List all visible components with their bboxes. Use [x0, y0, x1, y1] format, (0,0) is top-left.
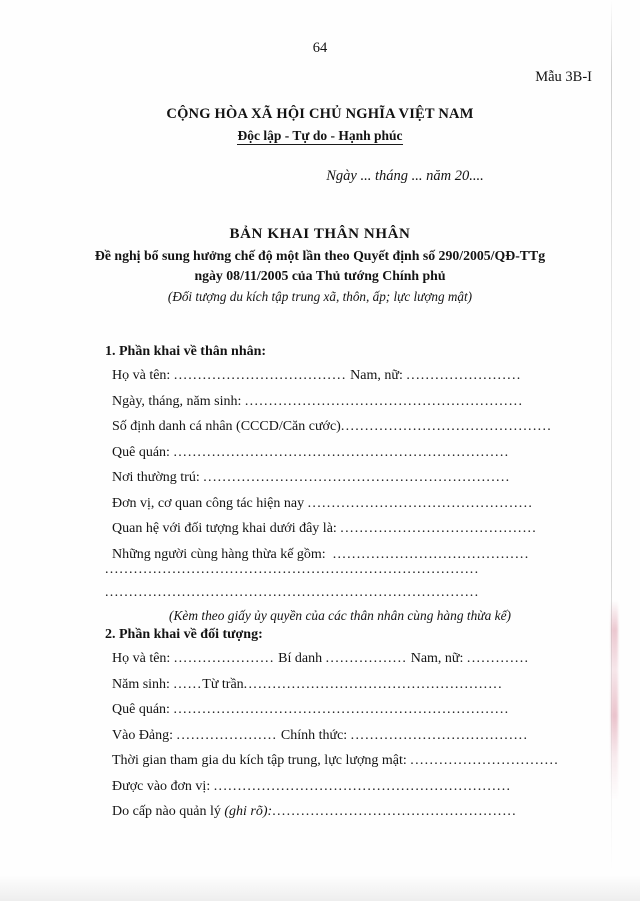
date-line: Ngày ... tháng ... năm 20....: [326, 168, 484, 184]
field-input-dots[interactable]: ......................................................................: [173, 702, 510, 717]
field-input-dots[interactable]: ......................................................................: [173, 444, 510, 460]
field-label: Được vào đơn vị:: [112, 778, 214, 794]
continuation-dotted-line[interactable]: ..............................................................................: [105, 562, 480, 577]
form-field-row[interactable]: [112, 779, 590, 795]
field-input-dots[interactable]: ...................................................: [272, 804, 517, 819]
field-input-dots[interactable]: ......: [173, 676, 203, 692]
field-label-secondary: Bí danh: [274, 651, 326, 666]
field-label: Quan hệ với đối tượng khai dưới đây là:: [112, 521, 341, 536]
form-field-row[interactable]: [112, 394, 590, 410]
field-label: Quê quán:: [112, 444, 174, 460]
field-input-dots[interactable]: ....................................: [173, 368, 347, 383]
page-number: 64: [312, 40, 328, 56]
field-label: Họ và tên:: [112, 368, 174, 383]
field-label: Những người cùng hàng thừa kế gồm:: [112, 546, 333, 562]
field-label: Số định danh cá nhân (CCCD/Căn cước): [112, 419, 341, 434]
form-field-row[interactable]: [112, 547, 590, 563]
form-field-row[interactable]: [112, 728, 590, 744]
field-input-dots[interactable]: ..........................................................: [244, 393, 524, 409]
field-label-secondary: Từ trần: [202, 676, 244, 692]
field-label: Năm sinh:: [112, 676, 174, 692]
field-label: Họ và tên:: [112, 651, 174, 666]
field-input-dots[interactable]: ................................................................: [203, 470, 511, 485]
section-1-heading: 1. Phần khai về thân nhân:: [105, 344, 267, 359]
scan-artifact-bottom-shadow: [0, 875, 640, 901]
form-field-row[interactable]: [112, 445, 590, 461]
field-label: Do cấp nào quản lý: [112, 804, 225, 819]
field-input-dots[interactable]: ...............................................: [307, 495, 534, 511]
field-label: Đơn vị, cơ quan công tác hiện nay: [112, 495, 308, 511]
form-field-row[interactable]: [112, 702, 590, 718]
field-label: Vào Đảng:: [112, 727, 177, 743]
field-input-dots[interactable]: .........................................: [332, 546, 530, 562]
field-input-dots[interactable]: .................: [325, 651, 408, 666]
field-label-secondary: Chính thức:: [277, 727, 351, 743]
field-input-dots[interactable]: ......................................................: [243, 676, 503, 692]
field-input-dots[interactable]: .....................: [173, 651, 275, 666]
field-label-tertiary: Nam, nữ:: [407, 651, 467, 666]
form-field-row[interactable]: [112, 521, 590, 537]
document-title: BẢN KHAI THÂN NHÂN: [229, 226, 411, 242]
form-field-row[interactable]: [112, 496, 590, 512]
field-label-secondary: Nam, nữ:: [346, 368, 407, 383]
field-input-dots[interactable]: .....................................: [350, 727, 529, 743]
field-label: Quê quán:: [112, 702, 174, 717]
field-input-dots[interactable]: ...............................: [410, 753, 560, 768]
national-motto-text: Độc lập - Tự do - Hạnh phúc: [237, 128, 403, 143]
field-label-italic: (ghi rõ):: [224, 804, 273, 819]
field-input-dots[interactable]: .....................: [176, 727, 278, 743]
form-field-row[interactable]: [112, 804, 590, 820]
document-scope-note: (Đối tượng du kích tập trung xã, thôn, ấp; lực lượng mật): [167, 289, 473, 304]
form-field-row[interactable]: [112, 677, 590, 693]
field-label: Nơi thường trú:: [112, 470, 204, 485]
attachment-note: (Kèm theo giấy ủy quyền của các thân nhân cùng hàng thừa kế): [169, 608, 511, 623]
field-label: Ngày, tháng, năm sinh:: [112, 393, 245, 409]
form-field-row[interactable]: [112, 651, 590, 667]
form-field-row[interactable]: [112, 368, 590, 384]
form-field-row[interactable]: [112, 419, 590, 435]
field-input-dots[interactable]: .............: [466, 651, 530, 666]
field-input-dots[interactable]: ........................: [406, 368, 522, 383]
field-input-dots[interactable]: .........................................: [340, 521, 538, 536]
field-input-dots[interactable]: ..............................................................: [213, 778, 512, 794]
field-label: Thời gian tham gia du kích tập trung, lực lượng mật:: [112, 753, 411, 768]
form-field-row[interactable]: [112, 470, 590, 486]
document-subtitle-line-1: Đề nghị bổ sung hưởng chế độ một lần theo Quyết định số 290/2005/QĐ-TTg: [94, 248, 546, 263]
continuation-dotted-line[interactable]: ..............................................................................: [105, 585, 480, 600]
section-2-heading: 2. Phần khai về đối tượng:: [105, 627, 263, 642]
scan-artifact-ink-bleed: [611, 600, 618, 800]
national-heading: CỘNG HÒA XÃ HỘI CHỦ NGHĨA VIỆT NAM: [166, 106, 474, 122]
form-code: Mẫu 3B-I: [535, 69, 592, 85]
form-field-row[interactable]: [112, 753, 590, 769]
national-motto: [0, 128, 640, 144]
document-subtitle-line-2: ngày 08/11/2005 của Thủ tướng Chính phủ: [194, 268, 446, 283]
field-input-dots[interactable]: ............................................: [340, 419, 553, 434]
